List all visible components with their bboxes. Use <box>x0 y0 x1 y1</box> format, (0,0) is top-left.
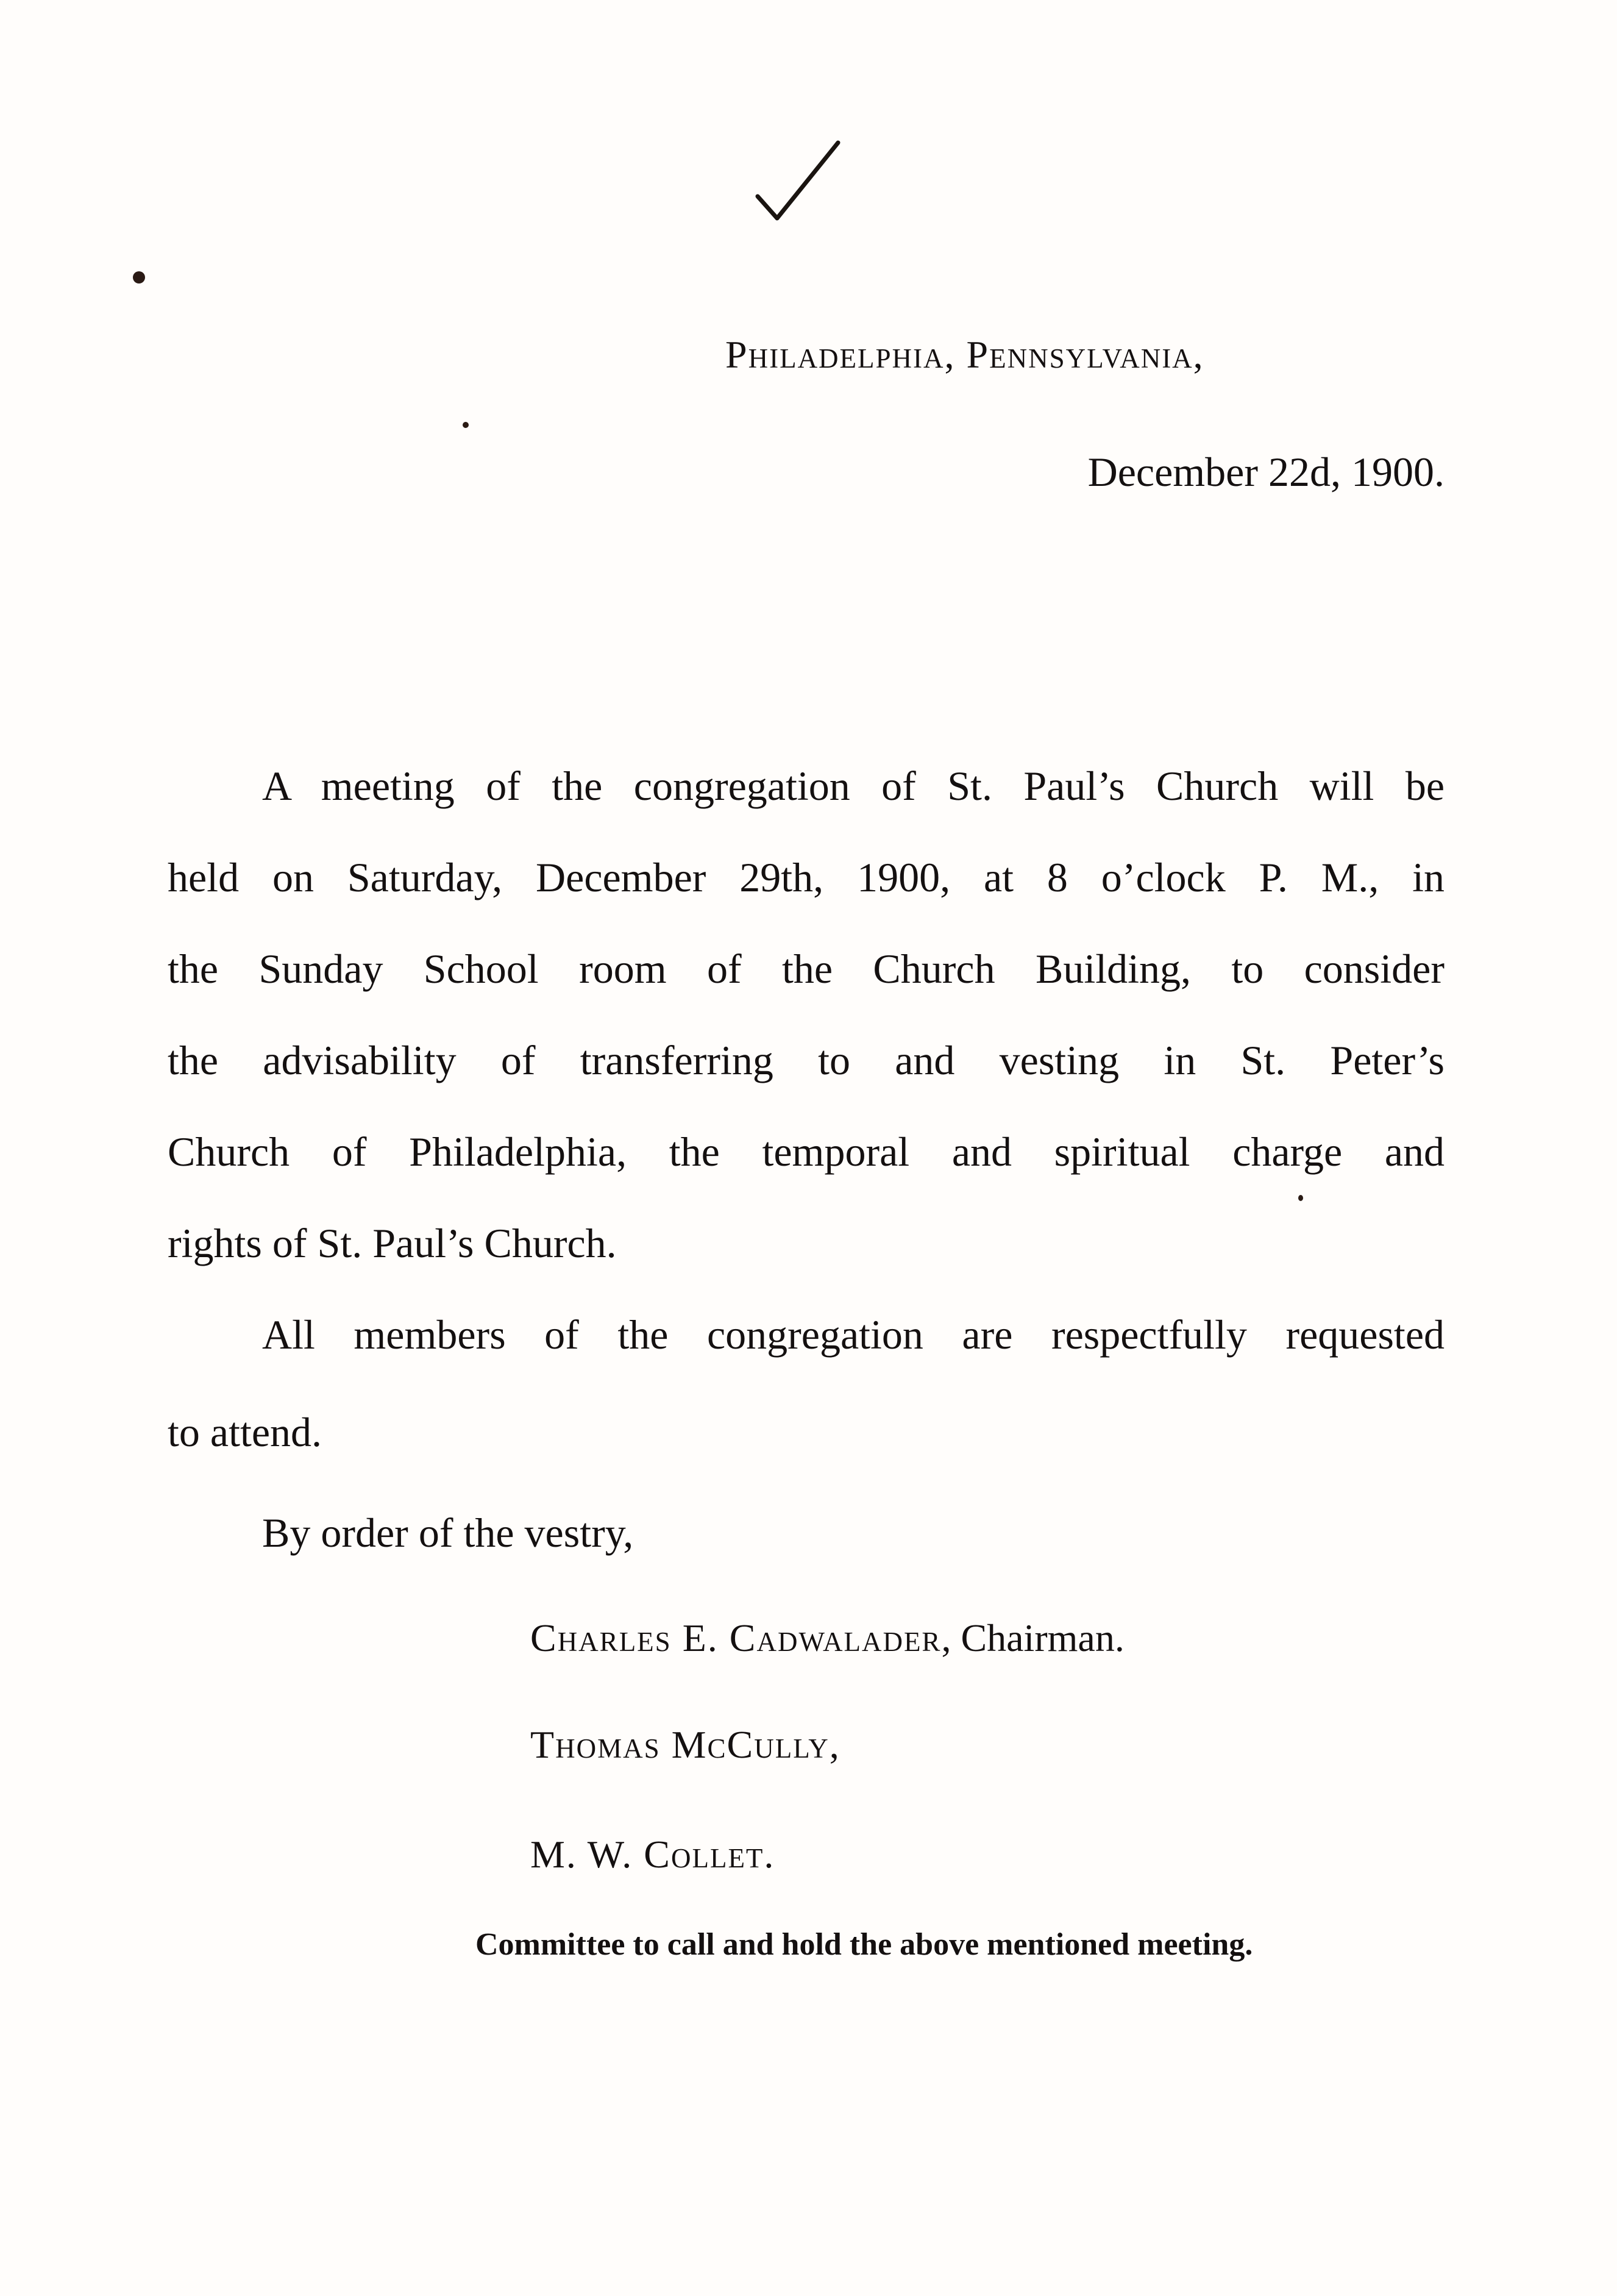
letter-place-heading: Philadelphia, Pennsylvania, <box>725 333 1204 376</box>
letter-date: December 22d, 1900. <box>1087 449 1445 495</box>
committee-note: Committee to call and hold the above mentioned meeting. <box>475 1927 1253 1962</box>
body-line: All members of the congregation are respectfully requested <box>262 1311 1445 1358</box>
ink-speck <box>463 422 469 428</box>
checkmark-icon <box>753 140 844 226</box>
body-line: the Sunday School room of the Church Building, to consider <box>168 946 1445 992</box>
body-line: rights of St. Paul’s Church. <box>168 1220 617 1266</box>
signatory <box>530 1616 1125 1661</box>
signatory <box>530 1722 839 1767</box>
body-line: to attend. <box>168 1409 322 1455</box>
body-line: held on Saturday, December 29th, 1900, at 8 o’clock P. M., in <box>168 854 1445 900</box>
signatory-suffix: , <box>829 1723 839 1766</box>
body-line: the advisability of transferring to and vesting in St. Peter’s <box>168 1037 1445 1083</box>
body-line: A meeting of the congregation of St. Paul’s Church will be <box>262 763 1445 809</box>
ink-speck <box>133 271 145 283</box>
signatory-name: M. W. Collet <box>530 1833 764 1876</box>
ink-speck <box>1298 1195 1303 1201</box>
signatory-name: Thomas McCully <box>530 1723 830 1766</box>
signatory-suffix: . <box>764 1833 774 1876</box>
signatory-name: Charles E. Cadwalader <box>530 1616 942 1660</box>
body-line: Church of Philadelphia, the temporal and spiritual charge and <box>168 1128 1445 1175</box>
signatory <box>530 1832 773 1877</box>
signatory-suffix: , Chairman. <box>941 1616 1125 1660</box>
closing-line: By order of the vestry, <box>262 1510 634 1556</box>
